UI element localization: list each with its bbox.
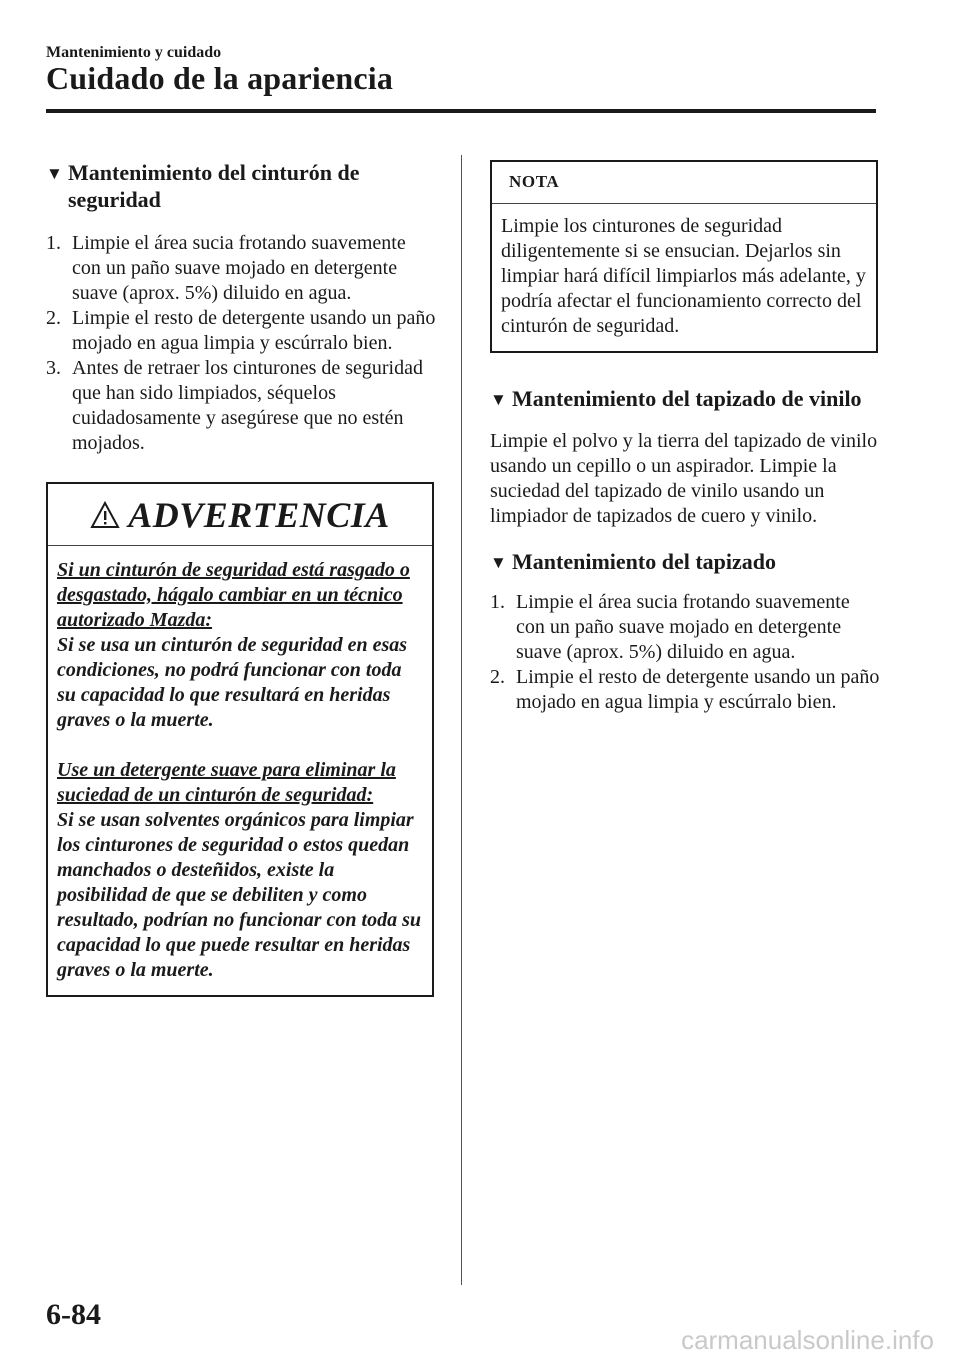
step-text: Limpie el área sucia frotando suavemente con un paño suave mojado en detergente suave (aprox. 5%) diluido en agua. (516, 591, 850, 663)
list-item (46, 356, 436, 456)
warning-title: ADVERTENCIA (128, 494, 390, 535)
column-divider (461, 155, 462, 1285)
triangle-down-icon: ▼ (490, 553, 507, 572)
step-text: Limpie el área sucia frotando suavemente con un paño suave mojado en detergente suave (aprox. 5%) diluido en agua. (72, 232, 406, 304)
watermark: carmanualsonline.info (681, 1325, 934, 1355)
warning-triangle-icon (90, 501, 120, 529)
step-number: 2. (46, 307, 61, 329)
warning-p2-text: Si se usan solventes orgánicos para limpiar los cinturones de seguridad o estos quedan manchados o desteñidos, existe la posibilidad de que se debiliten y como resultado, podrían no funcionar con toda su capacidad lo que puede resultar en heridas graves o la muerte. (57, 809, 421, 981)
heading-vinyl (490, 386, 880, 413)
note-label: NOTA (492, 162, 876, 204)
warning-body (48, 546, 432, 995)
page-number: 6-84 (46, 1298, 101, 1331)
seatbelt-steps (46, 231, 436, 456)
triangle-down-icon: ▼ (490, 390, 507, 409)
vinyl-paragraph: Limpie el polvo y la tierra del tapizado de vinilo usando un cepillo o un aspirador. Limpie la suciedad del tapizado de vinilo usando un limpiador de tapizados de cuero y vinilo. (490, 430, 878, 527)
heading-upholstery-text: Mantenimiento del tapizado (512, 549, 776, 574)
title-rule (46, 109, 876, 113)
triangle-down-icon: ▼ (46, 164, 63, 183)
warning-box (46, 482, 434, 997)
heading-seatbelt-text: Mantenimiento del cinturón de seguridad (68, 160, 360, 212)
heading-upholstery (490, 549, 880, 576)
step-text: Antes de retraer los cinturones de seguridad que han sido limpiados, séquelos cuidadosamente y asegúrese que no estén mojados. (72, 357, 423, 454)
right-column (490, 160, 880, 715)
warning-p1-text: Si se usa un cinturón de seguridad en esas condiciones, no podrá funcionar con toda su capacidad lo que resultará en heridas graves o la muerte. (57, 634, 408, 731)
list-item (490, 665, 880, 715)
left-column (46, 160, 436, 997)
heading-seatbelt (46, 160, 436, 213)
step-text: Limpie el resto de detergente usando un paño mojado en agua limpia y escúrralo bien. (72, 307, 436, 354)
warning-p2-heading: Use un detergente suave para eliminar la suciedad de un cinturón de seguridad: (57, 759, 396, 806)
list-item (490, 590, 880, 665)
warning-p1-heading: Si un cinturón de seguridad está rasgado o desgastado, hágalo cambiar en un técnico autorizado Mazda: (57, 559, 410, 631)
step-number: 3. (46, 357, 61, 379)
list-item (46, 306, 436, 356)
note-text: Limpie los cinturones de seguridad diligentemente si se ensucian. Dejarlos sin limpiar hará difícil limpiarlos más adelante, y podría afectar el funcionamiento correcto del cinturón de seguridad. (501, 215, 866, 337)
list-item (46, 231, 436, 306)
warning-header (48, 484, 432, 546)
page-title: Cuidado de la apariencia (46, 60, 394, 96)
step-number: 1. (490, 591, 505, 613)
upholstery-steps (490, 590, 880, 715)
step-number: 1. (46, 232, 61, 254)
step-text: Limpie el resto de detergente usando un paño mojado en agua limpia y escúrralo bien. (516, 666, 880, 713)
section-label: Mantenimiento y cuidado (46, 44, 222, 61)
heading-vinyl-text: Mantenimiento del tapizado de vinilo (512, 386, 862, 411)
step-number: 2. (490, 666, 505, 688)
note-box (490, 160, 878, 353)
